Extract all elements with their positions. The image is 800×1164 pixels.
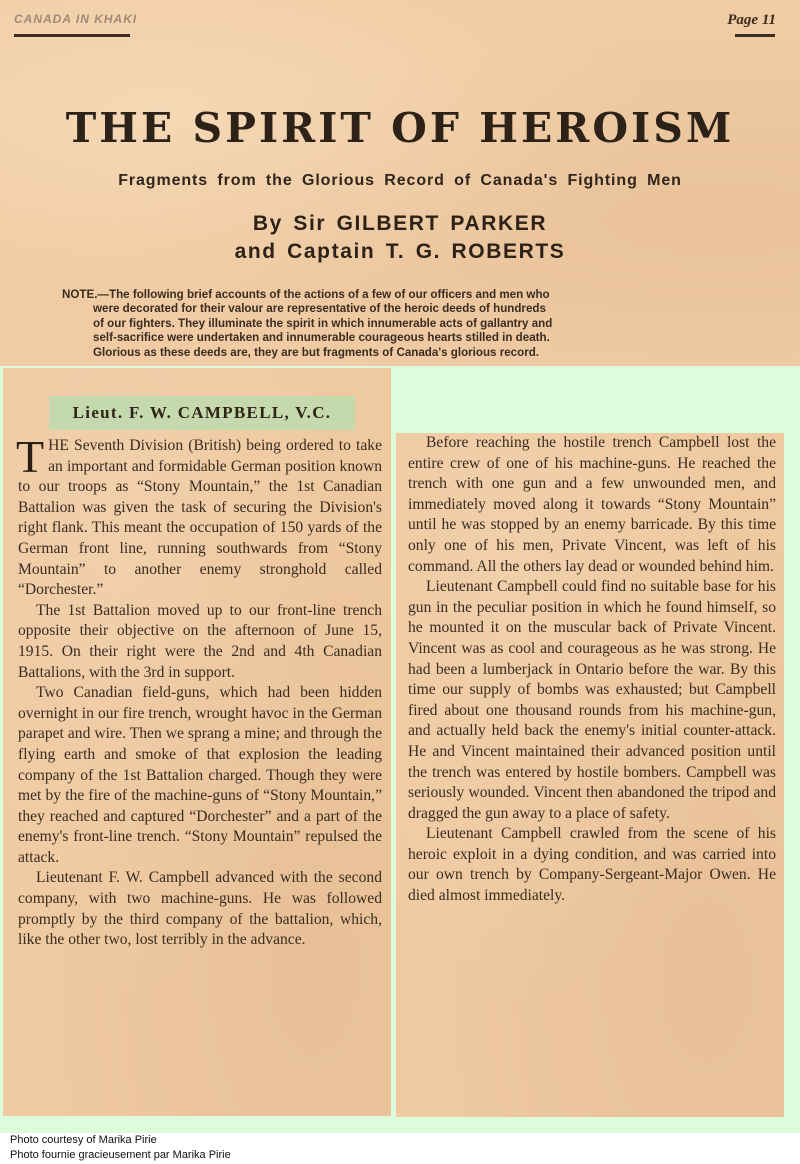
- paragraph: The 1st Battalion moved up to our front-line trench opposite their objective on the afternoon of June 15, 1915. On their right were the 2nd and 4th Canadian Battalions, with the 3rd in support.: [18, 601, 382, 681]
- photo-credit-french: Photo fournie gracieusement par Marika Pirie: [10, 1149, 231, 1161]
- photo-credit: [0, 1133, 800, 1164]
- page-number: Page 11: [727, 12, 776, 28]
- paragraph: Two Canadian field-guns, which had been hidden overnight in our fire trench, wrought havoc in the German parapet and wire. Then we sprang a mine; and through the flying earth and smoke of that explosion the leading company of the 1st Battalion charged. Though they were met by the fire of the machine-guns of “Stony Mountain,” they reached and captured “Dorchester” and a part of the enemy's front-line trench. “Stony Mountain” repulsed the attack.: [18, 684, 382, 866]
- photo-credit-english: Photo courtesy of Marika Pirie: [10, 1134, 157, 1146]
- drop-cap: T: [16, 431, 45, 482]
- left-column-clipping: [3, 368, 391, 1118]
- paragraph: Lieutenant Campbell could find no suitable base for his gun in the peculiar position in which he found himself, so he mounted it on the muscular back of Private Vincent. Vincent was as cool and courageous as he was strong. He had been a lumberjack in Ontario before the war. By this time our supply of bombs was exhausted; but Campbell fired about one thousand rounds from his machine-gun, and actually held back the enemy's initial counter-attack. He and Vincent maintained their advanced position until the trench was entered by hostile bombers. Campbell was seriously wounded. Vincent then abandoned the tripod and dragged the gun away to a place of safety.: [408, 578, 776, 822]
- note-line: Glorious as these deeds are, they are but fragments of Canada's glorious record.: [93, 345, 540, 359]
- right-column-clipping: [396, 433, 784, 1117]
- name-banner: Lieut. F. W. CAMPBELL, V.C.: [49, 396, 355, 430]
- note-line: were decorated for their valour are representative of the heroic deeds of hundreds: [93, 302, 546, 316]
- paragraph: Lieutenant Campbell crawled from the scene of his heroic exploit in a dying condition, and was carried into our own trench by Company-Sergeant-Major Owen. He died almost immediately.: [408, 825, 776, 905]
- byline-author-2: and Captain T. G. ROBERTS: [234, 240, 566, 263]
- right-column-text: [408, 433, 776, 907]
- note-line: of our fighters. They illuminate the spirit in which innumerable acts of gallantry and: [93, 316, 553, 330]
- note-line: self-sacrifice were undertaken and innumerable courageous hearts stilled in death.: [93, 331, 550, 345]
- page-number-rule: [735, 34, 775, 37]
- paragraph: [16, 431, 382, 601]
- byline-author-1: By Sir GILBERT PARKER: [252, 212, 548, 235]
- running-head-rule: [14, 34, 130, 37]
- paragraph: Lieutenant F. W. Campbell advanced with the second company, with two machine-guns. He was followed promptly by the third company of the battalion, which, like the other two, lost terribly in the advance.: [18, 869, 382, 949]
- editor-note: [62, 288, 742, 360]
- note-lead: NOTE.—The following brief accounts of the actions of a few of our officers and men who: [62, 288, 550, 301]
- article-subtitle: Fragments from the Glorious Record of Canada's Fighting Men: [118, 172, 682, 189]
- paragraph: Before reaching the hostile trench Campbell lost the entire crew of one of his machine-guns. He reached the trench with one gun and a few unwounded men, and immediately moved along it towards “Stony Mountain” until he was stopped by an enemy barricade. By this time only one of his men, Private Vincent, was left of his command. All the others lay dead or wounded behind him.: [408, 434, 776, 575]
- left-column-text: [16, 431, 382, 951]
- paragraph-text: HE Seventh Division (British) being ordered to take an important and formidable German position known to our troops as “Stony Mountain,” the 1st Canadian Battalion was given the task of securing the Division's right flank. This meant the occupation of 150 yards of the German front line, running southwards from “Stony Mountain” to another enemy stronghold called “Dorchester.”: [18, 437, 382, 599]
- article-title: THE SPIRIT OF HEROISM: [65, 104, 735, 152]
- header-clipping: [0, 0, 800, 366]
- running-head: CANADA IN KHAKI: [14, 12, 138, 26]
